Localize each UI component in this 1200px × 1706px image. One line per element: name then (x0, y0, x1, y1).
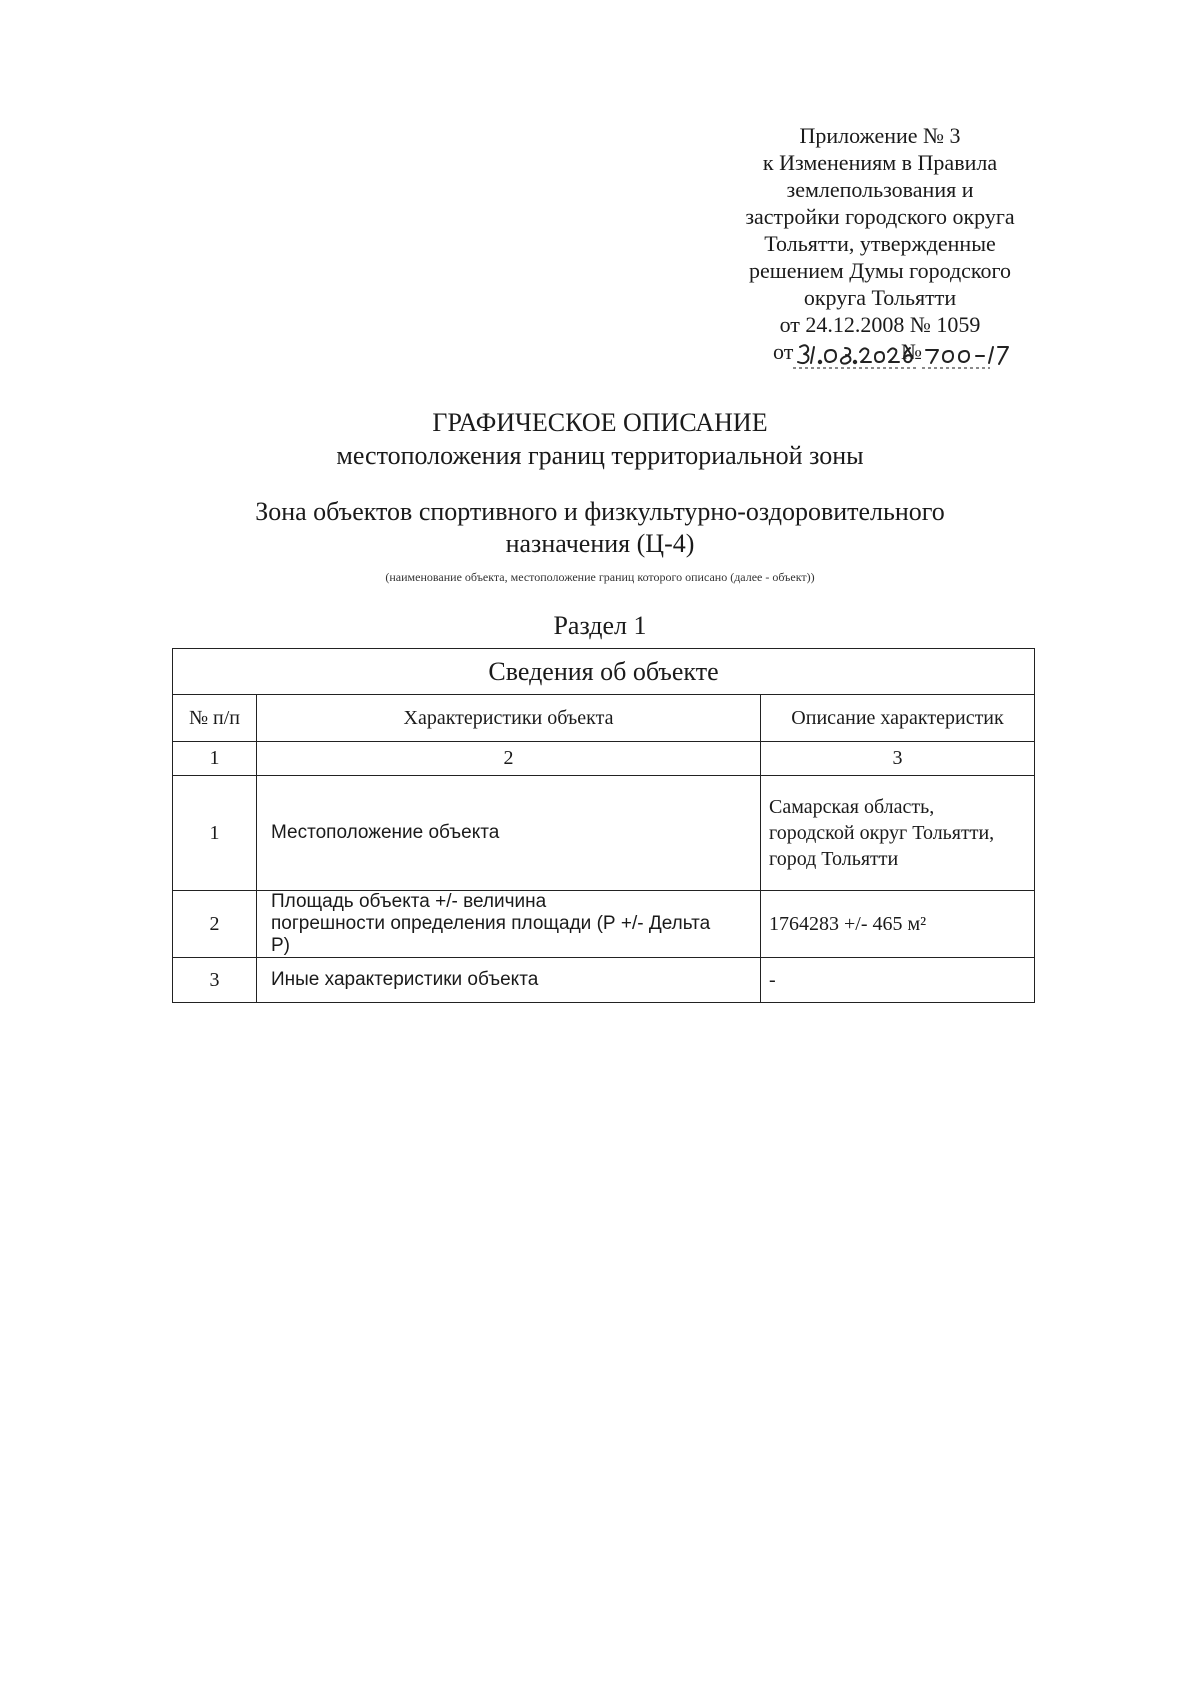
appendix-block (700, 122, 1060, 368)
column-number: 2 (257, 742, 761, 776)
appendix-line: округа Тольятти (803, 285, 957, 310)
handwritten-decision-line (700, 338, 1060, 368)
appendix-line: к Изменениям в Правила (762, 150, 998, 175)
document-title: ГРАФИЧЕСКОЕ ОПИСАНИЕ (432, 408, 768, 437)
column-number: 3 (761, 742, 1035, 776)
zone-name-line-1: Зона объектов спортивного и физкультурно-оздоровительного (255, 497, 945, 526)
row-characteristic (257, 891, 761, 958)
appendix-line: землепользования и (786, 177, 974, 202)
row-characteristic: Иные характеристики объекта (257, 958, 761, 1003)
appendix-line: Тольятти, утвержденные (764, 231, 996, 256)
header-number: № п/п (173, 695, 257, 742)
description-line: Самарская область, (769, 796, 935, 818)
object-info-table (172, 648, 1035, 1003)
appendix-line: застройки городского округа (745, 204, 1015, 229)
description-line: город Тольятти (769, 848, 899, 870)
table-header-row (173, 695, 1035, 742)
appendix-line: от 24.12.2008 № 1059 (779, 312, 981, 337)
table-caption-row (173, 649, 1035, 695)
handwritten-date-number (700, 338, 1060, 372)
table-row (173, 958, 1035, 1003)
characteristic-line: погрешности определения площади (Р +/- Дельта (271, 913, 711, 934)
row-description: - (761, 958, 1035, 1003)
row-number: 2 (173, 891, 257, 958)
object-note: (наименование объекта, местоположение границ которого описано (далее - объект)) (385, 570, 815, 584)
table-row (173, 776, 1035, 891)
row-number: 1 (173, 776, 257, 891)
section-title: Раздел 1 (553, 611, 647, 640)
column-number: 1 (173, 742, 257, 776)
characteristic-line: Р) (271, 935, 290, 955)
zone-name-line-2: назначения (Ц-4) (505, 529, 695, 558)
document-subtitle: местоположения границ территориальной зоны (336, 441, 864, 470)
appendix-line: решением Думы городского (749, 258, 1011, 283)
row-description (761, 776, 1035, 891)
table-caption: Сведения об объекте (173, 649, 1035, 695)
header-description: Описание характеристик (761, 695, 1035, 742)
column-number-row (173, 742, 1035, 776)
characteristic-line: Площадь объекта +/- величина (271, 893, 547, 912)
row-description: 1764283 +/- 465 м² (761, 891, 1035, 958)
description-line: городской округ Тольятти, (769, 822, 995, 844)
row-number: 3 (173, 958, 257, 1003)
header-characteristic: Характеристики объекта (257, 695, 761, 742)
number-sign-label: № (901, 339, 922, 364)
appendix-line: Приложение № 3 (799, 123, 961, 148)
row-characteristic: Местоположение объекта (257, 776, 761, 891)
table-row (173, 891, 1035, 958)
ot-label: от (773, 339, 794, 364)
